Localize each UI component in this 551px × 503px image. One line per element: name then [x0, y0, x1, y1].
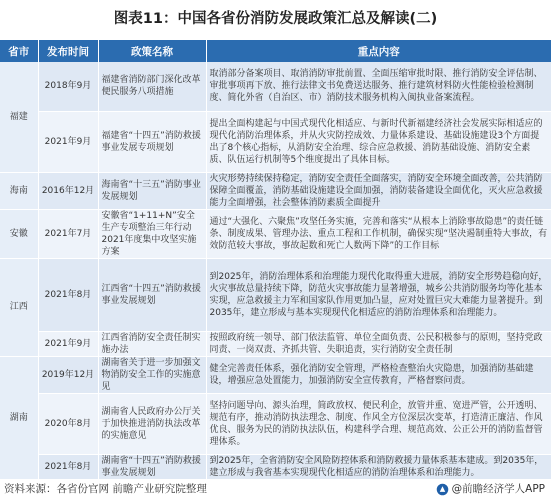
content-cell: 取消部分备案项目、取消消防审批前置、全面压缩审批时限、推行消防安全评估制、审批事项再下放、推行法律文书免费送达服务、推行建筑材料防火性能检验检测制度、简化外省（自治区、市）消防技术服务机构入闽执业备案流程。 [206, 62, 551, 111]
brand-label: @前瞻经济学人APP [451, 483, 545, 495]
header-content: 重点内容 [206, 40, 551, 62]
date-cell: 2021年8月 [38, 454, 98, 479]
policy-table [0, 40, 551, 480]
date-cell: 2016年12月 [38, 172, 98, 209]
province-cell: 安徽 [0, 209, 38, 258]
province-cell: 湖南 [0, 356, 38, 479]
province-cell: 江西 [0, 258, 38, 356]
content-cell: 到2025年，全省消防安全风险防控体系和消防救援力量体系基本建成。到2035年，建立形成与我省基本实现现代化相适应的消防治理体系和治理能力。 [206, 454, 551, 479]
table-row [0, 111, 551, 172]
table-row [0, 356, 551, 393]
date-cell: 2021年8月 [38, 258, 98, 331]
content-cell: 健全完善责任体系，强化消防安全管理，严格检查整治火灾隐患，加强消防基础建设，增强应急处置能力，加强消防安全宣传教育，严格督察问责。 [206, 356, 551, 393]
table-row [0, 172, 551, 209]
table-row [0, 62, 551, 111]
policy-name-cell: 福建省消防部门深化改革便民服务八项措施 [98, 62, 206, 111]
date-cell: 2020年8月 [38, 393, 98, 454]
date-cell: 2021年9月 [38, 331, 98, 356]
table-header-row [0, 40, 551, 62]
content-cell: 提出全面构建起与中国式现代化相适应、与新时代新福建经济社会发展实际相适应的现代化消防治理体系，并从火灾防控成效、力量体系建设、基础设施建设3个方面提出了8个核心指标，从消防安全治理、综合应急救援、消防基础设施、消防安全素质、队伍运行机制等5个维度提出了具体目标。 [206, 111, 551, 172]
policy-name-cell: 江西省“十四五”消防救援事业发展规划 [98, 258, 206, 331]
content-cell: 按照政府统一领导、部门依法监管、单位全面负责、公民积极参与的原则，坚持党政同责、一岗双责、齐抓共管、失职追责，实行消防安全责任制 [206, 331, 551, 356]
province-cell: 福建 [0, 62, 38, 172]
content-cell: 坚持问题导向、源头治理，简政放权、便民利企，放管并重、宽进严管，公开透明、规范有序，推动消防执法理念、制度、作风全方位深层次变革，打造清正廉洁、作风优良、服务为民的消防执法队伍，构建科学合理、规范高效、公正公开的消防监督管理体系。 [206, 393, 551, 454]
policy-name-cell: 海南省“十三五”消防事业发展规划 [98, 172, 206, 209]
date-cell: 2021年7月 [38, 209, 98, 258]
policy-name-cell: 福建省“十四五”消防救援事业发展专项规划 [98, 111, 206, 172]
policy-name-cell: 湖南省“十四五”消防救援事业发展规划 [98, 454, 206, 479]
table-row [0, 258, 551, 331]
header-name: 政策名称 [98, 40, 206, 62]
brand-watermark [436, 478, 545, 500]
policy-name-cell: 安徽省“1+11+N”安全生产专项整治三年行动2021年度集中攻坚实施方案 [98, 209, 206, 258]
policy-name-cell: 湖南省人民政府办公厅关于加快推进消防执法改革的实施意见 [98, 393, 206, 454]
table-row [0, 454, 551, 479]
date-cell: 2019年12月 [38, 356, 98, 393]
header-province: 省市 [0, 40, 38, 62]
content-cell: 通过“大强化、六聚焦”攻坚任务实施，完善和落实“从根本上消除事故隐患”的责任链条、制度成果、管理办法、重点工程和工作机制，确保实现“坚决遏制重特大事故，有效防范较大事故，事故起数和死亡人数两下降”的工作目标 [206, 209, 551, 258]
page-title: 图表11：中国各省份消防发展政策汇总及解读(二) [113, 11, 438, 27]
header-date: 发布时间 [38, 40, 98, 62]
policy-name-cell: 湖南省关于进一步加强文物消防安全工作的实施意见 [98, 356, 206, 393]
policy-name-cell: 江西省消防安全责任制实施办法 [98, 331, 206, 356]
date-cell: 2021年9月 [38, 111, 98, 172]
table-row [0, 393, 551, 454]
content-cell: 火灾形势持续保持稳定，消防安全责任全面落实，消防安全环境全面改善，公共消防保障全面覆盖，消防基础设施建设全面加强，消防装备建设全面优化，灭火应急救援能力全面增强，社会整体消防素质全面提升 [206, 172, 551, 209]
table-row [0, 209, 551, 258]
brand-logo-icon [436, 483, 449, 496]
source-note: 资料来源：各省份官网 前瞻产业研究院整理 [4, 483, 207, 495]
date-cell: 2018年9月 [38, 62, 98, 111]
table-row [0, 331, 551, 356]
province-cell: 海南 [0, 172, 38, 209]
content-cell: 到2025年，消防治理体系和治理能力现代化取得重大进展，消防安全形势趋稳向好，火灾事故总量持续下降，防范火灾事故能力显著增强，城乡公共消防服务均等化基本实现，应急救援主力军和国家队作用更加凸显，应对处置巨灾大难能力显著提升。到2035年，建立形成与基本实现现代化相适应的消防治理体系和治理能力。 [206, 258, 551, 331]
